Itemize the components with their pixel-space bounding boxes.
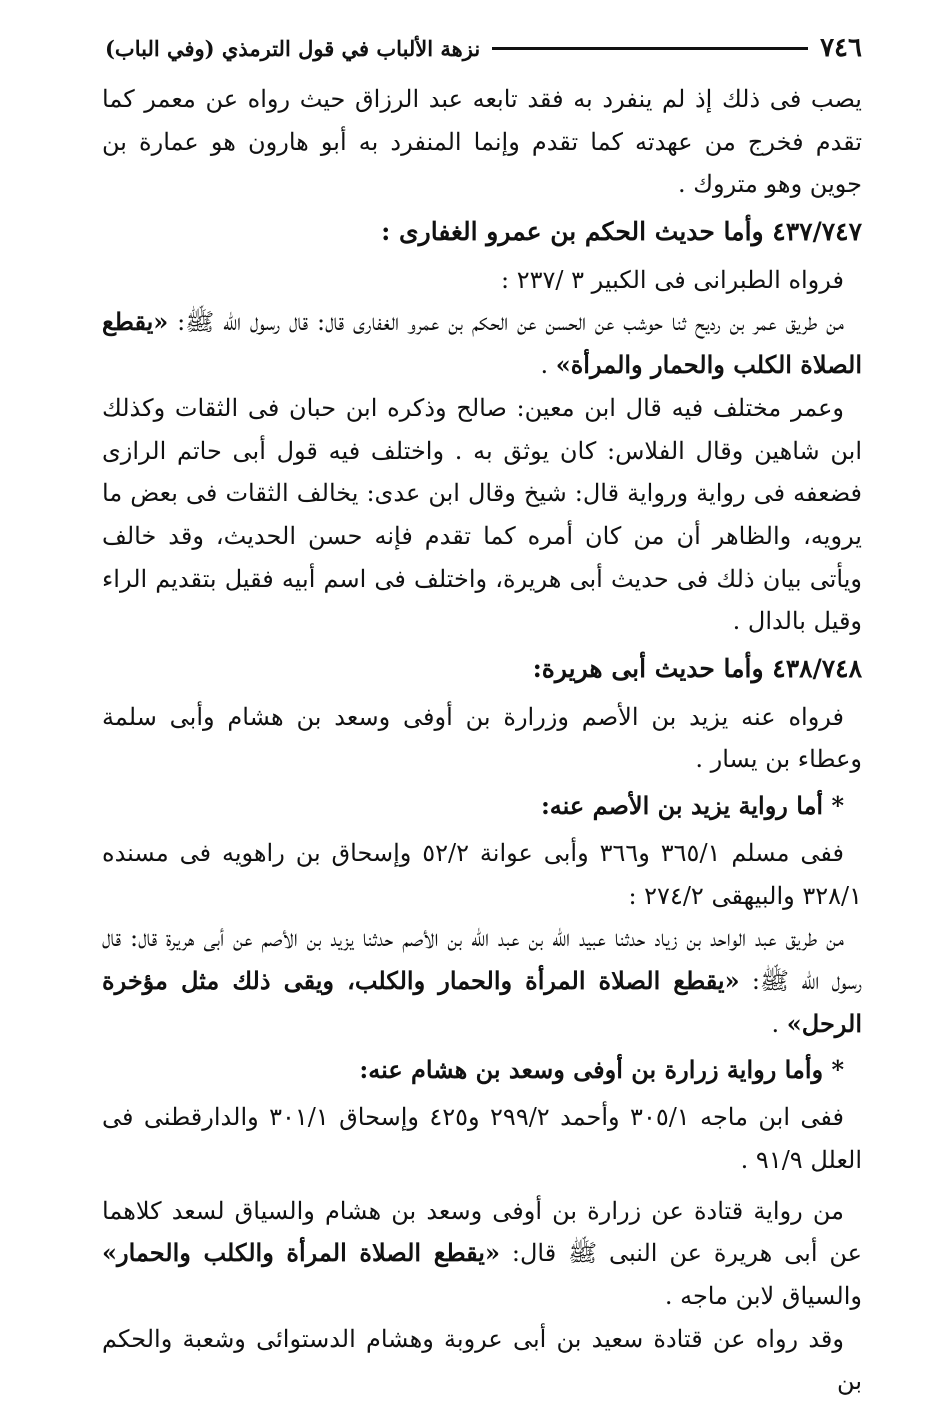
- isnad-text: من طريق عمر بن رديح ثنا حوشب عن الحسن عن الحكم بن عمرو الغفارى قال: قال رسول الله ﷺ:: [168, 308, 844, 337]
- paragraph-umar-grading: وعمر مختلف فيه قال ابن معين: صالح وذكره ابن حبان فى الثقات وكذلك ابن شاهين وقال الفلاس: كان يوثق به . واختلف فيه قول أبى حاتم الرازى فضعفه فى رواية ورواية قال: شيخ وقال ابن عدى: يخالف الثقات فى بعض ما يرويه، والظاهر أن من كان أمره كما تقدم فإنه حسن الحديث، وقد خالف ويأتى بيان ذلك فى حديث أبى هريرة، واختلف فى اسم أبيه فقيل بتقديم الراء وقيل بالدال .: [102, 393, 862, 636]
- hadith-quote: «يقطع الصلاة الكلب والحمار والمرأة»: [102, 307, 862, 380]
- body-text: [102, 78, 862, 1403]
- hadith-quote: «يقطع الصلاة المرأة والكلب والحمار»: [102, 1238, 500, 1268]
- paragraph-muslim-sources: ففى مسلم ٣٦٥/١ و٣٦٦ وأبى عوانة ٥٢/٢ وإسحاق بن راهويه فى مسنده ٣٢٨/١ والبيهقى ٢٧٤/٢ :: [102, 838, 862, 910]
- paragraph-narrators: فرواه عنه يزيد بن الأصم وزرارة بن أوفى وسعد بن هشام وأبى سلمة وعطاء بن يسار .: [102, 702, 862, 774]
- header-rule: [492, 47, 808, 50]
- isnad-end: .: [540, 351, 556, 380]
- paragraph-isnad-abdulwahid: [102, 917, 862, 1045]
- paragraph-qatada-narrators: وقد رواه عن قتادة سعيد بن أبى عروبة وهشام الدستوائى وشعبة والحكم بن: [102, 1324, 862, 1396]
- isnad-text: من رواية قتادة عن زرارة بن أوفى وسعد بن هشام والسياق لسعد كلاهما عن أبى هريرة عن النبى ﷺ قال:: [102, 1196, 862, 1268]
- subheading-yazid: * أما رواية يزيد بن الأصم عنه:: [540, 791, 844, 821]
- hadith-quote: «يقطع الصلاة المرأة والحمار والكلب، ويقى ذلك مثل مؤخرة الرحل»: [102, 965, 862, 1038]
- paragraph-isnad-umar: [102, 301, 862, 386]
- paragraph-ibn-majah-sources: ففى ابن ماجه ٣٠٥/١ وأحمد ٢٩٩/٢ و٤٢٥ وإسحاق ٣٠١/١ والدارقطنى فى العلل ٩١/٩ .: [102, 1103, 862, 1174]
- section-heading-abu-hurayra: ٤٣٨/٧٤٨ وأما حديث أبى هريرة:: [532, 654, 862, 684]
- running-title: نزهة الألباب في قول الترمذي (وفي الباب): [105, 35, 481, 61]
- paragraph-tabarani: فرواه الطبرانى فى الكبير ٣ /٢٣٧ :: [500, 265, 844, 294]
- page-number: ٧٤٦: [820, 33, 862, 63]
- section-heading-hakam: ٤٣٧/٧٤٧ وأما حديث الحكم بن عمرو الغفارى :: [381, 217, 862, 247]
- paragraph-gap: [102, 1182, 862, 1190]
- isnad-end: .: [771, 1009, 787, 1038]
- paragraph-continuation: يصب فى ذلك إذ لم ينفرد به فقد تابعه عبد الرزاق حيث رواه عن معمر كما تقدم فخرج من عهدته كما تقدم وإنما المنفرد به أبو هارون هو عمارة بن جوين وهو متروك .: [102, 85, 862, 199]
- subheading-zurara: * وأما رواية زرارة بن أوفى وسعد بن هشام عنه:: [359, 1055, 844, 1085]
- paragraph-qatada: [102, 1190, 862, 1318]
- page-header: [105, 28, 862, 68]
- isnad-text: من طريق عبد الواحد بن زياد حدثنا عبيد الله بن عبد الله بن الأصم حدثنا يزيد بن الأصم عن أبى هريرة قال: قال رسول الله ﷺ:: [102, 924, 862, 995]
- isnad-end: والسياق لابن ماجه .: [664, 1281, 862, 1310]
